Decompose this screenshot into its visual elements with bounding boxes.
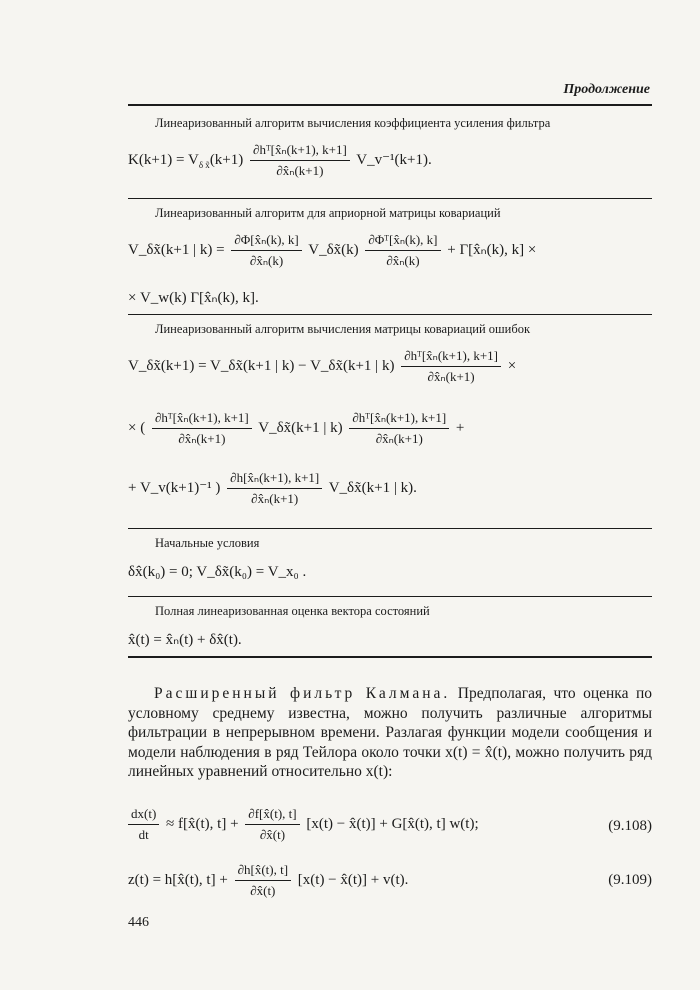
equation-error-cov-3: + V_v(k+1)⁻¹ ) $\frac{\text{∂h[x̂ₙ(k+1), k+1]}}{\text{∂x̂ₙ(k+1)}}$ V_δx̃(k+1 | k). xyxy=(128,470,417,506)
equation-error-cov-2: × ( $\frac{\text{∂hᵀ[x̂ₙ(k+1), k+1]}}{\text{∂x̂ₙ(k+1)}}$ V_δx̃(k+1 | k) $\frac{\text{∂hᵀ[x̂ₙ(k+1), k+1]}}{\text{∂x̂ₙ(k+1)}}$ + xyxy=(128,410,465,446)
equation-full-estimate: x̂(t) = x̂ₙ(t) + δx̂(t). xyxy=(128,632,242,648)
row-divider xyxy=(128,198,652,199)
page-number: 446 xyxy=(128,915,149,930)
row-caption-full-estimate: Полная линеаризованная оценка вектора состояний xyxy=(155,604,430,618)
section-heading: Расширенный фильтр Калмана. xyxy=(154,685,451,702)
row-divider xyxy=(128,314,652,315)
row-caption-gain: Линеаризованный алгоритм вычисления коэффициента усиления фильтра xyxy=(155,116,551,130)
equation-9-108: $\frac{dx(t)}{dt}$ ≈ f[x̂(t), t] + $\frac{\partial f[x̂(t), t]}{\partial x̂(t)}$ [x(t) − x̂(t)] + G[x̂(t), t] w(t); xyxy=(128,806,652,843)
equation-initial: δx̂(k₀) = 0; V_δx̃(k₀) = V_x₀ . xyxy=(128,564,307,580)
continuation-header: Продолжение xyxy=(563,82,650,97)
row-caption-initial: Начальные условия xyxy=(155,536,260,550)
equation-number: (9.108) xyxy=(608,818,652,834)
row-divider xyxy=(128,596,652,597)
row-divider xyxy=(128,528,652,529)
equation-number: (9.109) xyxy=(608,872,652,888)
row-caption-apriori: Линеаризованный алгоритм для априорной матрицы ковариаций xyxy=(155,206,501,220)
table-top-rule xyxy=(128,104,652,106)
row-caption-error-cov: Линеаризованный алгоритм вычисления матрицы ковариаций ошибок xyxy=(155,322,531,336)
equation-gain: $K(k+1) = V_{\delta x̃}(k+1)$ $\frac{\text{∂hᵀ[x̂ₙ(k+1), k+1]}}{\text{∂x̂ₙ(k+1)}}$ V_v⁻¹(k+1). xyxy=(128,142,432,178)
equation-9-109: z(t) = h[x̂(t), t] + $\frac{\partial h[x̂(t), t]}{\partial x̂(t)}$ [x(t) − x̂(t)] + v(t). xyxy=(128,862,409,898)
equation-error-cov-1: V_δx̃(k+1) = V_δx̃(k+1 | k) − V_δx̃(k+1 | k) $\frac{\text{∂hᵀ[x̂ₙ(k+1), k+1]}}{\text{∂x̂ₙ(k+1)}}$ × xyxy=(128,348,517,384)
equation-apriori-2: × V_w(k) Γ[x̂ₙ(k), k]. xyxy=(128,290,259,306)
table-bottom-rule xyxy=(128,656,652,658)
equation-apriori-1: V_δx̃(k+1 | k) = $\frac{\text{∂Φ[x̂ₙ(k), k]}}{\text{∂x̂ₙ(k)}}$ V_δx̃(k) $\frac{\text{∂Φᵀ[x̂ₙ(k), k]}}{\text{∂x̂ₙ(k)}}$ + Γ[x̂ₙ(k), k] × xyxy=(128,232,537,268)
body-paragraph: Расширенный фильтр Калмана. Предполагая, что оценка по условному среднему известна, можно получить различные алгоритмы фильтрации в непрерывном времени. Разлагая функции модели сообщения и модели наблюдения в ряд Тейлора около точки x(t) = x̂(t), можно получить ряд линейных уравнений относительно x(t): xyxy=(128,685,652,780)
